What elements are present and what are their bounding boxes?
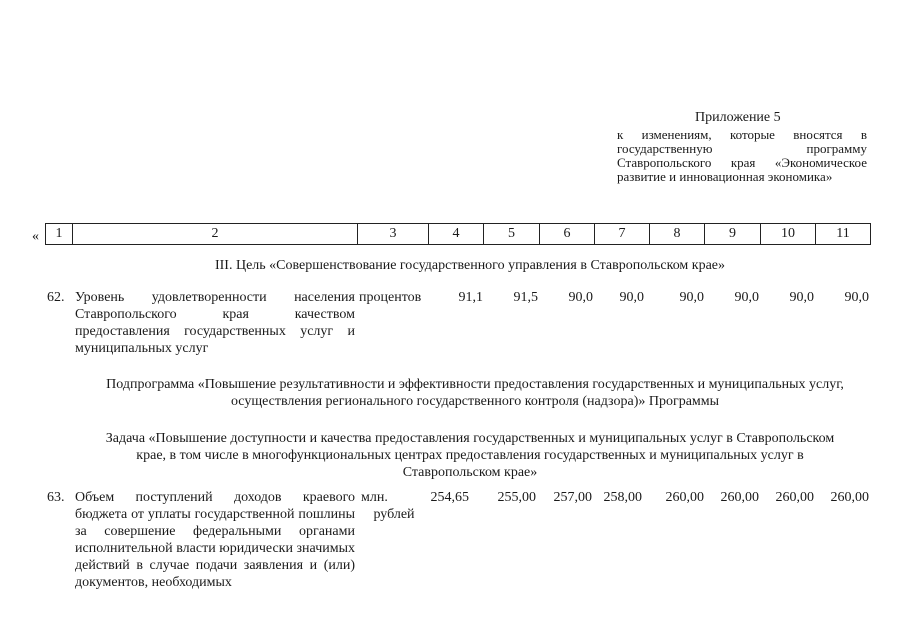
- row-unit: млн. рублей: [361, 490, 415, 522]
- column-header-cell: 4: [429, 224, 484, 245]
- row-value: 260,00: [665, 490, 704, 505]
- column-header-table: [45, 223, 871, 245]
- row-value: 254,65: [430, 490, 469, 505]
- column-header-cell: 3: [358, 224, 429, 245]
- row-value: 90,0: [789, 290, 814, 305]
- row-number: 62.: [47, 290, 65, 305]
- subprogram-heading: Подпрограмма «Повышение результативности и эффективности предоставления государственных и муниципальных услуг, осуществления регионального государственного контроля (надзора)» Программы: [106, 377, 844, 409]
- row-value: 260,00: [830, 490, 869, 505]
- row-value: 90,0: [619, 290, 644, 305]
- row-description: Объем поступлений доходов краевого бюджета от уплаты государственной пошлины за совершение федеральными органами исполнительной власти юридически значимых действий в случае подачи заявления и (или) документов, необходимых: [75, 490, 355, 590]
- column-header-cell: 10: [761, 224, 816, 245]
- row-value: 90,0: [844, 290, 869, 305]
- row-value: 90,0: [679, 290, 704, 305]
- appendix-note: к изменениям, которые вносятся в государственную программу Ставропольского края «Экономическое развитие и инновационная экономика»: [617, 127, 867, 184]
- row-value: 260,00: [720, 490, 759, 505]
- row-value: 257,00: [553, 490, 592, 505]
- appendix-title: Приложение 5: [695, 110, 781, 125]
- column-header-cell: 1: [46, 224, 73, 245]
- row-value: 258,00: [603, 490, 642, 505]
- row-value: 255,00: [497, 490, 536, 505]
- row-description: Уровень удовлетворенности населения Ставропольского края качеством предоставления государственных услуг и муниципальных услуг: [75, 290, 355, 356]
- column-header-cell: 2: [73, 224, 358, 245]
- row-unit: процентов: [359, 290, 422, 305]
- column-header-cell: 5: [484, 224, 540, 245]
- row-value: 90,0: [734, 290, 759, 305]
- row-value: 90,0: [568, 290, 593, 305]
- column-header-cell: 7: [595, 224, 650, 245]
- column-header-cell: 6: [540, 224, 595, 245]
- row-value: 91,5: [513, 290, 538, 305]
- column-header-cell: 9: [705, 224, 761, 245]
- goal-heading: III. Цель «Совершенствование государственного управления в Ставропольском крае»: [214, 258, 726, 273]
- task-heading: Задача «Повышение доступности и качества предоставления государственных и муниципальных услуг в Ставропольском крае, в том числе в многофункциональных центрах предоставления государственных и муниципальных услуг в Ставропольском крае»: [105, 431, 835, 480]
- row-number: 63.: [47, 490, 65, 505]
- row-value: 91,1: [458, 290, 483, 305]
- column-header-cell: 8: [650, 224, 705, 245]
- column-header-row: [46, 224, 871, 245]
- row-value: 260,00: [775, 490, 814, 505]
- table-open-quote: «: [32, 229, 39, 244]
- column-header-cell: 11: [816, 224, 871, 245]
